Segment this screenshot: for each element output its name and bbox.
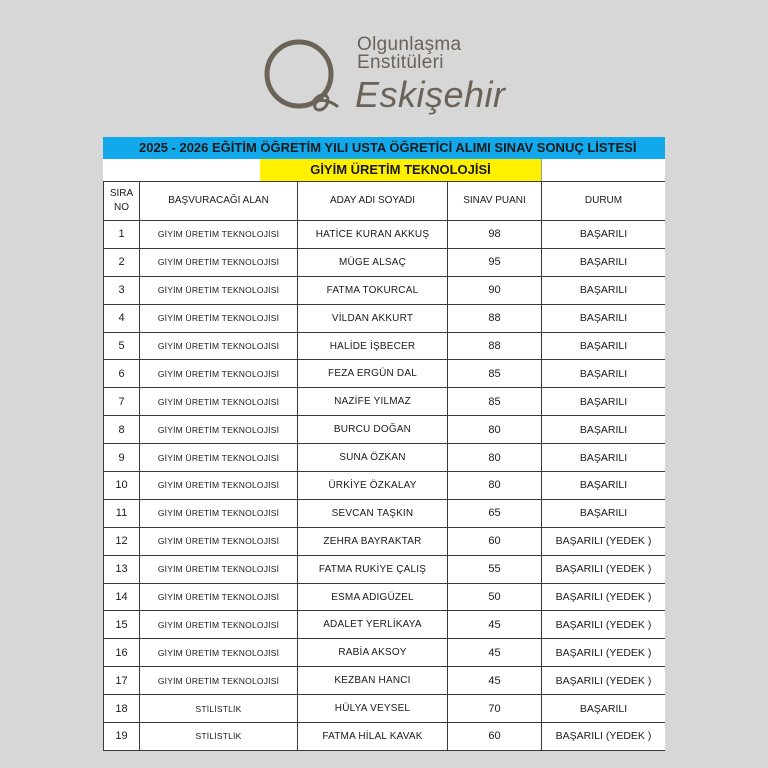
table-row [104, 499, 666, 527]
row-puan: 85 [448, 360, 542, 388]
table-row [104, 332, 666, 360]
row-number: 14 [104, 583, 140, 611]
row-alan: GİYİM ÜRETİM TEKNOLOJİSİ [140, 667, 298, 695]
row-aday-name: ESMA ADIGÜZEL [298, 583, 448, 611]
row-number: 18 [104, 695, 140, 723]
table-row [104, 723, 666, 751]
row-durum: BAŞARILI (YEDEK ) [542, 723, 666, 751]
results-table [103, 181, 665, 751]
subtitle-blank-cell [541, 159, 665, 181]
row-puan: 45 [448, 667, 542, 695]
department-subtitle: GİYİM ÜRETİM TEKNOLOJİSİ [260, 159, 541, 181]
row-aday-name: ADALET YERLİKAYA [298, 611, 448, 639]
row-number: 1 [104, 221, 140, 249]
table-row [104, 221, 666, 249]
row-number: 5 [104, 332, 140, 360]
row-durum: BAŞARILI [542, 499, 666, 527]
logo-text-line1: Olgunlaşma [357, 34, 462, 55]
row-puan: 45 [448, 639, 542, 667]
row-alan: GİYİM ÜRETİM TEKNOLOJİSİ [140, 499, 298, 527]
table-row [104, 667, 666, 695]
row-alan: GİYİM ÜRETİM TEKNOLOJİSİ [140, 388, 298, 416]
row-aday-name: BURCU DOĞAN [298, 416, 448, 444]
logo-city: Eskişehir [355, 74, 506, 115]
row-puan: 45 [448, 611, 542, 639]
row-durum: BAŞARILI [542, 444, 666, 472]
row-alan: GİYİM ÜRETİM TEKNOLOJİSİ [140, 639, 298, 667]
logo-text-line2: Enstitüleri [357, 52, 444, 73]
result-sheet [103, 137, 665, 751]
row-alan: GİYİM ÜRETİM TEKNOLOJİSİ [140, 360, 298, 388]
row-number: 15 [104, 611, 140, 639]
row-alan: STİLİSTLİK [140, 695, 298, 723]
row-aday-name: ÜRKİYE ÖZKALAY [298, 472, 448, 500]
row-number: 7 [104, 388, 140, 416]
row-aday-name: FEZA ERGÜN DAL [298, 360, 448, 388]
table-row [104, 444, 666, 472]
row-aday-name: MÜGE ALSAÇ [298, 248, 448, 276]
header-puan: SINAV PUANI [448, 182, 542, 221]
row-number: 2 [104, 248, 140, 276]
table-header-row [104, 182, 666, 221]
row-puan: 88 [448, 304, 542, 332]
row-number: 8 [104, 416, 140, 444]
row-aday-name: NAZİFE YILMAZ [298, 388, 448, 416]
institute-logo [255, 30, 545, 120]
table-row [104, 611, 666, 639]
logo-mark-icon [255, 34, 351, 118]
row-number: 10 [104, 472, 140, 500]
row-puan: 65 [448, 499, 542, 527]
row-number: 4 [104, 304, 140, 332]
row-aday-name: HÜLYA VEYSEL [298, 695, 448, 723]
row-durum: BAŞARILI (YEDEK ) [542, 639, 666, 667]
row-number: 6 [104, 360, 140, 388]
row-puan: 80 [448, 472, 542, 500]
row-alan: GİYİM ÜRETİM TEKNOLOJİSİ [140, 416, 298, 444]
row-puan: 80 [448, 416, 542, 444]
row-puan: 90 [448, 276, 542, 304]
row-aday-name: HATİCE KURAN AKKUŞ [298, 221, 448, 249]
row-puan: 60 [448, 723, 542, 751]
row-durum: BAŞARILI [542, 416, 666, 444]
row-durum: BAŞARILI [542, 360, 666, 388]
table-row [104, 416, 666, 444]
row-durum: BAŞARILI [542, 472, 666, 500]
row-alan: GİYİM ÜRETİM TEKNOLOJİSİ [140, 332, 298, 360]
row-alan: GİYİM ÜRETİM TEKNOLOJİSİ [140, 444, 298, 472]
row-alan: GİYİM ÜRETİM TEKNOLOJİSİ [140, 221, 298, 249]
row-number: 3 [104, 276, 140, 304]
row-durum: BAŞARILI [542, 695, 666, 723]
row-aday-name: ZEHRA BAYRAKTAR [298, 527, 448, 555]
table-row [104, 527, 666, 555]
row-number: 13 [104, 555, 140, 583]
row-alan: GİYİM ÜRETİM TEKNOLOJİSİ [140, 472, 298, 500]
row-puan: 95 [448, 248, 542, 276]
header-sira-no: SIRA NO [104, 182, 140, 221]
row-number: 12 [104, 527, 140, 555]
row-alan: GİYİM ÜRETİM TEKNOLOJİSİ [140, 248, 298, 276]
table-row [104, 276, 666, 304]
table-row [104, 695, 666, 723]
table-row [104, 304, 666, 332]
row-durum: BAŞARILI [542, 248, 666, 276]
row-aday-name: FATMA TOKURCAL [298, 276, 448, 304]
row-aday-name: RABİA AKSOY [298, 639, 448, 667]
row-number: 17 [104, 667, 140, 695]
row-puan: 88 [448, 332, 542, 360]
row-durum: BAŞARILI (YEDEK ) [542, 583, 666, 611]
row-aday-name: SUNA ÖZKAN [298, 444, 448, 472]
table-row [104, 360, 666, 388]
row-aday-name: FATMA RUKİYE ÇALIŞ [298, 555, 448, 583]
table-row [104, 583, 666, 611]
row-durum: BAŞARILI [542, 332, 666, 360]
table-row [104, 639, 666, 667]
row-alan: STİLİSTLİK [140, 723, 298, 751]
row-durum: BAŞARILI (YEDEK ) [542, 527, 666, 555]
row-durum: BAŞARILI [542, 304, 666, 332]
header-alan: BAŞVURACAĞI ALAN [140, 182, 298, 221]
header-aday: ADAY ADI SOYADI [298, 182, 448, 221]
row-durum: BAŞARILI (YEDEK ) [542, 611, 666, 639]
row-aday-name: HALİDE İŞBECER [298, 332, 448, 360]
row-puan: 70 [448, 695, 542, 723]
row-puan: 60 [448, 527, 542, 555]
row-alan: GİYİM ÜRETİM TEKNOLOJİSİ [140, 611, 298, 639]
row-alan: GİYİM ÜRETİM TEKNOLOJİSİ [140, 555, 298, 583]
row-puan: 80 [448, 444, 542, 472]
row-puan: 98 [448, 221, 542, 249]
row-number: 9 [104, 444, 140, 472]
table-row [104, 248, 666, 276]
row-aday-name: KEZBAN HANCI [298, 667, 448, 695]
row-alan: GİYİM ÜRETİM TEKNOLOJİSİ [140, 527, 298, 555]
table-row [104, 555, 666, 583]
document-title: 2025 - 2026 EĞİTİM ÖĞRETİM YILI USTA ÖĞRETİCİ ALIMI SINAV SONUÇ LİSTESİ [103, 137, 665, 159]
header-durum: DURUM [542, 182, 666, 221]
table-row [104, 388, 666, 416]
row-durum: BAŞARILI (YEDEK ) [542, 667, 666, 695]
row-number: 16 [104, 639, 140, 667]
row-aday-name: SEVCAN TAŞKIN [298, 499, 448, 527]
row-puan: 55 [448, 555, 542, 583]
row-aday-name: VİLDAN AKKURT [298, 304, 448, 332]
row-number: 19 [104, 723, 140, 751]
row-alan: GİYİM ÜRETİM TEKNOLOJİSİ [140, 276, 298, 304]
row-durum: BAŞARILI [542, 388, 666, 416]
table-row [104, 472, 666, 500]
row-puan: 85 [448, 388, 542, 416]
row-durum: BAŞARILI [542, 221, 666, 249]
row-alan: GİYİM ÜRETİM TEKNOLOJİSİ [140, 583, 298, 611]
row-number: 11 [104, 499, 140, 527]
row-alan: GİYİM ÜRETİM TEKNOLOJİSİ [140, 304, 298, 332]
row-aday-name: FATMA HİLAL KAVAK [298, 723, 448, 751]
row-durum: BAŞARILI (YEDEK ) [542, 555, 666, 583]
row-puan: 50 [448, 583, 542, 611]
row-durum: BAŞARILI [542, 276, 666, 304]
